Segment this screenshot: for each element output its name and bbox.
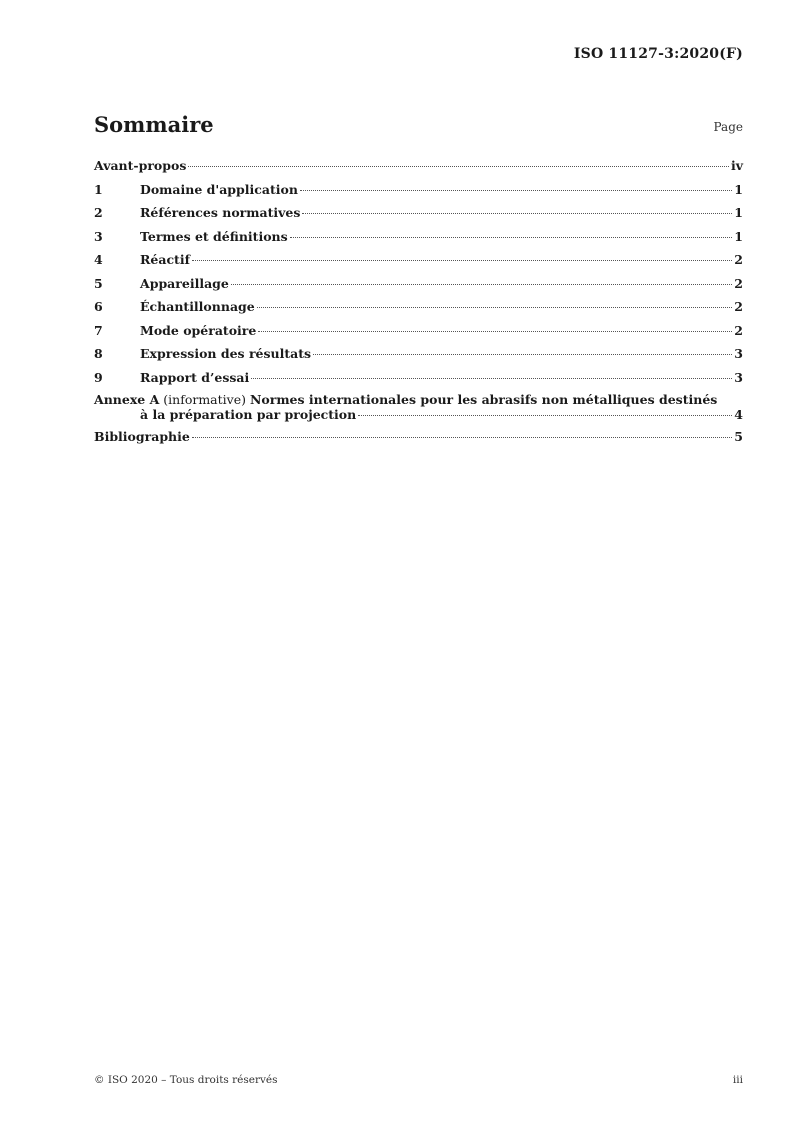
toc-entry-page: 2 [734,299,743,314]
toc-title: Sommaire [94,112,214,137]
document-id: ISO 11127-3:2020(F) [573,46,743,62]
dot-leader [257,307,733,308]
footer-copyright: © ISO 2020 – Tous droits réservés [94,1074,278,1086]
annex-heading-line [94,389,743,407]
toc-entry-number: 1 [94,181,103,197]
toc-entry-number: 3 [94,228,103,244]
dot-leader [302,213,732,214]
dot-leader [188,166,729,167]
toc-entry-page: 3 [734,346,743,361]
toc-entry-7[interactable] [94,319,743,343]
toc-entry-label: Expression des résultats [140,346,312,361]
toc-entry-number: 7 [94,322,103,338]
dot-leader [231,284,732,285]
dot-leader [258,331,732,332]
annex-prefix: Annexe A [94,392,160,407]
toc-entry-2[interactable] [94,201,743,225]
toc-entry-page: 5 [734,429,743,444]
toc-entry-5[interactable] [94,272,743,296]
toc-entry-page: 2 [734,252,743,267]
toc-entry-page: 1 [734,181,743,197]
toc-entry-6[interactable] [94,295,743,319]
toc-entry-number: 4 [94,252,103,267]
toc-entry-8[interactable] [94,342,743,366]
toc-entry-label: Références normatives [140,205,301,220]
toc-entry-4[interactable] [94,248,743,272]
toc-entry-page: 4 [734,407,743,422]
toc-entry-number: 8 [94,346,103,361]
toc-entry-1[interactable] [94,178,743,202]
annex-continuation-line [94,407,743,427]
toc-entry-label: Rapport d’essai [140,369,250,385]
toc-entry-label: Réactif [140,252,190,267]
toc-entry-label: Mode opératoire [140,322,257,338]
toc-entry-9[interactable] [94,366,743,390]
dot-leader [290,237,733,238]
table-of-contents [94,154,743,447]
toc-entry-label: Appareillage [140,275,229,291]
toc-entry-label: Avant-propos [94,158,187,173]
toc-entry-page: 1 [734,228,743,244]
toc-entry-label: Termes et définitions [140,228,288,244]
toc-entry-page: 2 [734,275,743,291]
toc-entry-page: 3 [734,369,743,385]
toc-entry-number: 2 [94,205,103,220]
toc-entry-number: 5 [94,275,103,291]
toc-entry-annex-a[interactable] [94,389,743,427]
toc-entry-foreword[interactable] [94,154,743,178]
dot-leader [192,260,732,261]
dot-leader [251,378,732,379]
toc-entry-label: Échantillonnage [140,299,255,314]
dot-leader [313,354,732,355]
dot-leader [192,437,732,438]
annex-title-line2: à la préparation par projection [140,407,357,422]
toc-entry-number: 6 [94,299,103,314]
toc-entry-page: iv [730,158,743,173]
footer-page-number: iii [732,1074,743,1086]
dot-leader [300,190,732,191]
page-column-label: Page [713,120,743,134]
toc-entry-bibliography[interactable] [94,427,743,447]
toc-entry-number: 9 [94,369,103,385]
toc-entry-label: Domaine d'application [140,181,298,197]
annex-title-line1: Normes internationales pour les abrasifs non métalliques destinés [249,392,718,407]
toc-header [94,112,743,137]
dot-leader [358,415,732,416]
toc-entry-page: 2 [734,322,743,338]
toc-entry-3[interactable] [94,225,743,249]
toc-entry-page: 1 [734,205,743,220]
toc-entry-label: Bibliographie [94,429,190,444]
annex-kind: (informative) [163,392,246,407]
